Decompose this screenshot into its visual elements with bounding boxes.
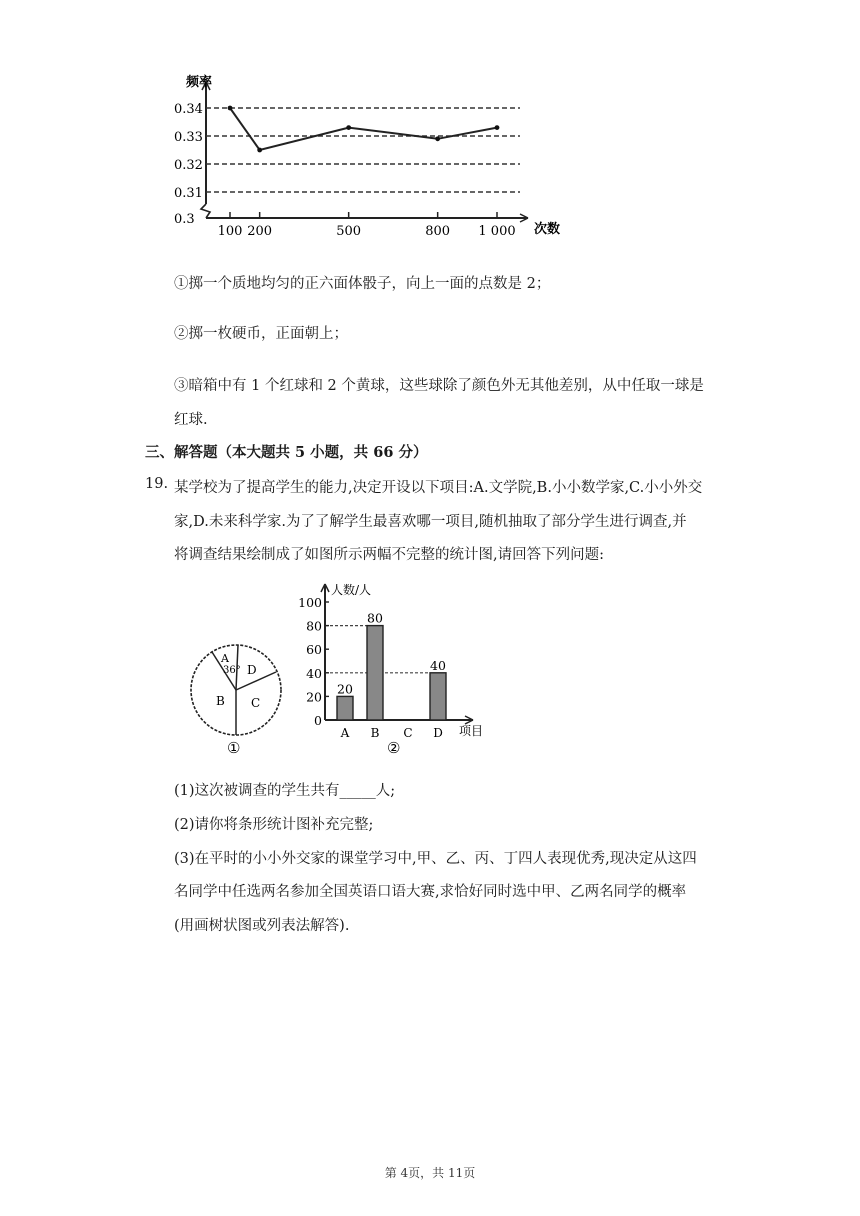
page-number-footer: 第 4页，共 11页 [384,1166,476,1180]
bar-b [367,626,383,720]
y-tick-label: 0.3 [174,212,195,227]
bar-value-label: 40 [430,657,446,673]
bar-category-label: C [403,726,413,740]
sub-question-3-line1: (3)在平时的小小外交家的课堂学习中,甲、乙、丙、丁四人表现优秀,现决定从这四 [174,851,697,867]
x-tick-label: 1 000 [478,224,516,239]
section-title: 三、解答题（本大题共 5 小题，共 66 分） [145,444,428,461]
pie-chart [185,635,295,760]
y-axis-break [201,204,210,218]
pie-label-b: B [216,694,225,708]
y-tick-label: 0.31 [174,186,203,201]
sub-question-2: (2)请你将条形统计图补充完整; [174,817,374,833]
bar-category-label: B [370,726,380,740]
bar-a [337,696,353,720]
x-tick-label: 200 [247,224,273,239]
bar-y-axis-label: 人数/人 [331,583,372,597]
option-1-text: ①掷一个质地均匀的正六面体骰子，向上一面的点数是 2； [174,276,551,292]
sub-question-1: (1)这次被调查的学生共有_____人; [174,783,396,799]
pie-caption: ① [227,739,241,757]
bar-y-tick-label: 0 [314,713,322,728]
data-point [346,125,351,130]
question-text-line1: 某学校为了提高学生的能力,决定开设以下项目:A.文学院,B.小小数学家,C.小小外交 [174,480,703,496]
frequency-series-line [230,108,497,150]
question-number: 19. [145,476,169,492]
sub-question-3-line2: 名同学中任选两名参加全国英语口语大赛,求恰好同时选中甲、乙两名同学的概率 [174,884,687,900]
question-text-line2: 家,D.未来科学家.为了了解学生最喜欢哪一项目,随机抽取了部分学生进行调查,并 [174,514,687,530]
x-tick-label: 800 [425,224,451,239]
y-tick-label: 0.32 [174,158,203,173]
option-3-text-line2: 红球. [174,412,208,428]
bar-y-tick-label: 20 [306,689,322,705]
data-point [257,148,262,153]
pie-label-d: D [247,663,257,677]
y-tick-label: 0.33 [174,130,203,145]
x-tick-label: 500 [336,224,362,239]
data-point [435,136,440,141]
option-2-text: ②掷一枚硬币，正面朝上； [174,326,348,342]
bar-y-tick-label: 40 [306,665,322,681]
pie-label-a-angle: 36° [223,665,241,676]
data-point [495,125,500,130]
frequency-line-chart [160,70,580,245]
bar-x-axis-label: 项目 [459,724,484,738]
bar-d [430,673,446,720]
bar-y-tick-label: 80 [306,618,322,634]
bar-value-label: 20 [337,681,353,697]
bar-value-label: 80 [367,610,383,626]
pie-label-c: C [251,696,261,710]
x-tick-label: 100 [217,224,243,239]
bar-category-label: A [340,726,350,740]
bar-category-label: D [433,726,443,740]
y-tick-label: 0.34 [174,102,203,117]
sub-question-3-line3: (用画树状图或列表法解答). [174,918,350,934]
option-3-text-line1: ③暗箱中有 1 个红球和 2 个黄球，这些球除了颜色外无其他差别，从中任取一球是 [174,378,704,394]
bar-caption: ② [387,739,401,757]
bar-y-tick-label: 100 [298,595,322,610]
bar-y-tick-label: 60 [306,642,322,658]
x-axis-label: 次数 [534,222,561,237]
question-text-line3: 将调查结果绘制成了如图所示两幅不完整的统计图,请回答下列问题: [174,547,604,563]
pie-label-a: A [221,652,229,665]
y-axis-label: 频率 [186,75,213,90]
data-point [228,106,233,111]
bar-chart [298,580,495,758]
